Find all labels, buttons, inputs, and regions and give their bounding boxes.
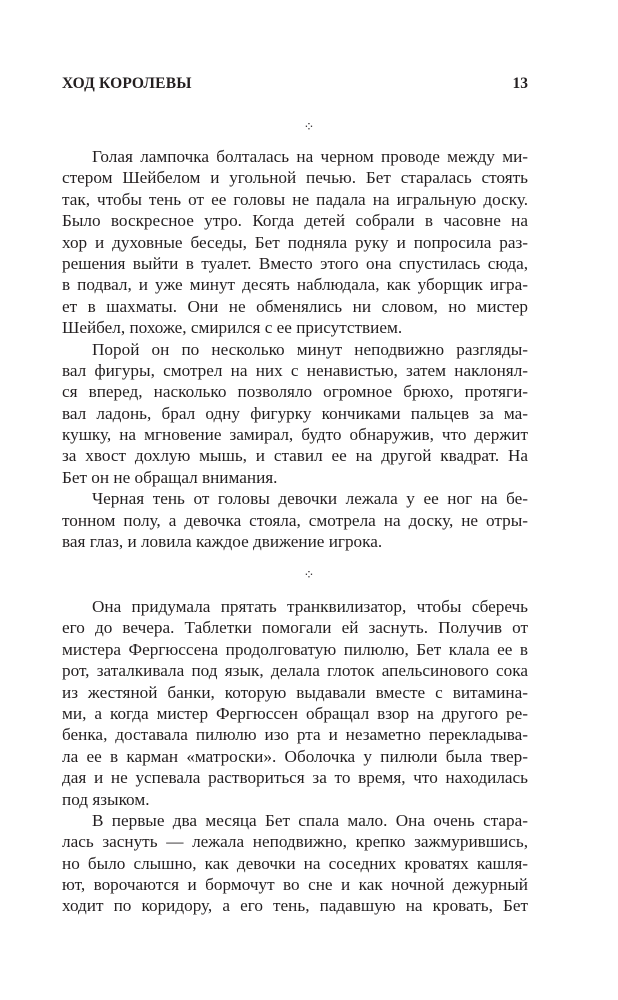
text-line: Порой он по несколько минут неподвижно разгляды- — [92, 339, 528, 359]
text-line: ет в шахматы. Они не обменялись ни словом, но мистер — [62, 296, 528, 316]
text-line: вал ладонь, брал одну фигурку кончиками пальцев за ма- — [62, 403, 528, 423]
text-line: бенка, доставала пилюлю изо рта и незаметно перекладыва- — [62, 725, 528, 745]
text-line: под языком. — [62, 789, 150, 809]
text-line: ся вперед, насколько позволяло огромное брюхо, протяги- — [62, 382, 528, 402]
text-line: но было слышно, как девочки на соседних кроватях кашля- — [62, 853, 528, 873]
paragraph — [62, 339, 528, 489]
section-separator: ⁘ — [303, 567, 315, 582]
text-line: его до вечера. Таблетки помогали ей заснуть. Получив от — [62, 618, 528, 638]
section-separator: ⁘ — [303, 119, 315, 134]
text-line: Шейбел, похоже, смирился с ее присутствием. — [62, 318, 403, 338]
text-line: В первые два месяца Бет спала мало. Она очень стара- — [92, 810, 528, 830]
text-line: решения выйти в туалет. Вместо этого она спустилась сюда, — [62, 253, 528, 273]
text-line: кушку, на мгновение замирал, будто обнаружив, что держит — [62, 425, 528, 445]
text-line: Бет он не обращал внимания. — [62, 467, 278, 487]
paragraph — [62, 810, 528, 917]
text-line: ходит по коридору, а его тень, падавшую на кровать, Бет — [62, 896, 528, 916]
text-line: Голая лампочка болталась на черном проводе между ми- — [92, 147, 528, 166]
text-line: Она придумала прятать транквилизатор, чтобы сберечь — [92, 597, 528, 616]
text-section — [62, 146, 528, 552]
text-line: тонном полу, а девочка стояла, смотрела на доску, не отры- — [62, 510, 528, 530]
text-line: лась заснуть — лежала неподвижно, крепко зажмурившись, — [62, 832, 528, 852]
text-line: в подвал, и уже минут десять наблюдала, как уборщик игра- — [62, 275, 528, 295]
text-line: ют, ворочаются и бормочут во сне и как ночной дежурный — [62, 875, 528, 895]
text-line: дая и не успевала раствориться за то время, что находилась — [62, 768, 528, 788]
text-line: Было воскресное утро. Когда детей собрали в часовне на — [62, 211, 528, 231]
text-section — [62, 596, 528, 917]
text-line: ла ее в карман «матроски». Оболочка у пилюли была твер- — [62, 746, 528, 766]
text-line: ми, а когда мистер Фергюссен обращал взор на другого ре- — [62, 703, 528, 723]
text-line: из жестяной банки, которую выдавали вместе с витамина- — [62, 682, 528, 702]
text-line: за хвост дохлую мышь, и ставил ее на другой квадрат. На — [62, 446, 528, 466]
text-line: так, чтобы тень от ее головы не падала на игральную доску. — [62, 189, 528, 209]
paragraph — [62, 488, 528, 552]
paragraph — [62, 596, 528, 810]
text-line: вая глаз, и ловила каждое движение игрока. — [62, 532, 383, 552]
running-head: ХОД КОРОЛЕВЫ — [62, 75, 192, 92]
text-line: Черная тень от головы девочки лежала у ее ног на бе- — [92, 489, 528, 509]
text-line: мистера Фергюссена продолговатую пилюлю, Бет клала ее в — [62, 639, 528, 659]
text-line: вал фигуры, смотрел на них с ненавистью, затем наклонял- — [62, 360, 528, 380]
text-line: стером Шейбелом и угольной печью. Бет старалась стоять — [62, 168, 528, 188]
paragraph — [62, 146, 528, 339]
text-line: рот, заталкивала под язык, делала глоток апельсинового сока — [62, 661, 528, 681]
text-line: хор и духовные беседы, Бет подняла руку и попросила раз- — [62, 232, 528, 252]
page-number: 13 — [512, 75, 528, 92]
